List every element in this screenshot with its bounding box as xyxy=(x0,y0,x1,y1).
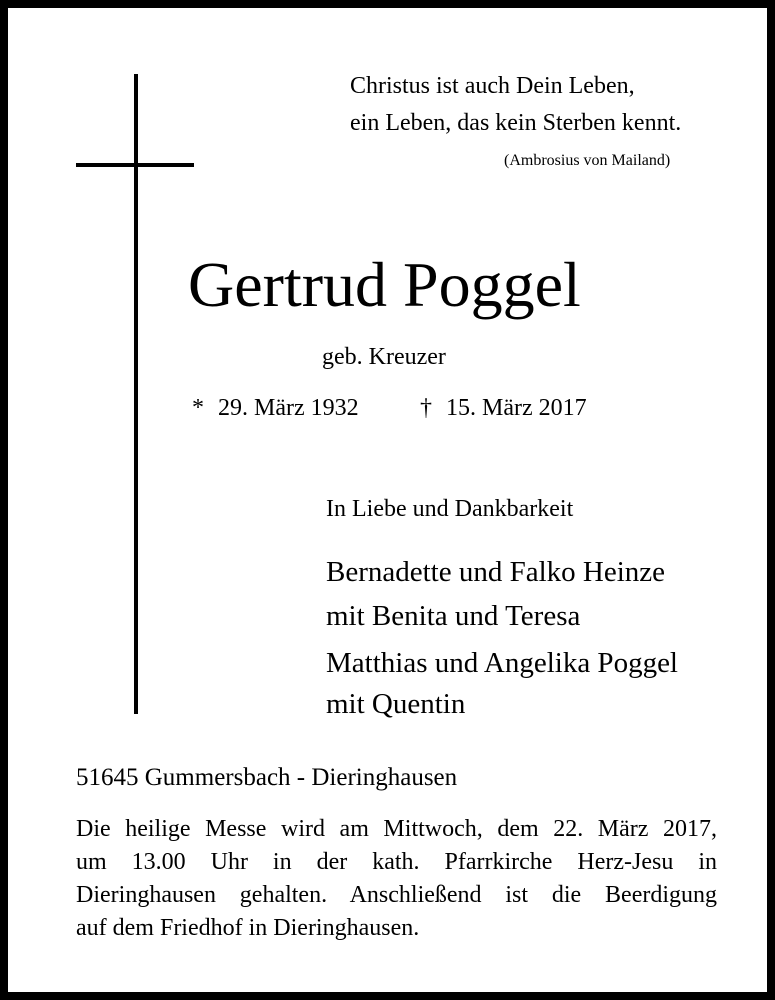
mourner-line: Matthias und Angelika Poggel xyxy=(326,647,678,679)
birth-date: 29. März 1932 xyxy=(218,395,359,421)
location: 51645 Gummersbach - Dieringhausen xyxy=(76,764,458,791)
notice-line: Die heilige Messe wird am Mittwoch, dem 22. März 2017, xyxy=(76,816,717,842)
mourner-line: mit Quentin xyxy=(326,688,466,720)
deceased-name: Gertrud Poggel xyxy=(188,249,581,320)
death-date-line xyxy=(420,393,587,423)
birth-symbol: * xyxy=(192,395,204,421)
cross-icon xyxy=(134,74,138,714)
notice-line: um 13.00 Uhr in der kath. Pfarrkirche Herz-Jesu in xyxy=(76,849,717,875)
notice-line: Dieringhausen gehalten. Anschließend ist die Beerdigung xyxy=(76,882,717,908)
service-notice xyxy=(76,813,717,945)
dedication: In Liebe und Dankbarkeit xyxy=(326,496,574,522)
mourner-line: Bernadette und Falko Heinze xyxy=(326,556,666,588)
quote-line: ein Leben, das kein Sterben kennt. xyxy=(350,110,682,136)
quote-source: (Ambrosius von Mailand) xyxy=(504,152,671,169)
mourner-line: mit Benita und Teresa xyxy=(326,600,581,632)
notice-line: auf dem Friedhof in Dieringhausen. xyxy=(76,915,420,941)
death-date: 15. März 2017 xyxy=(446,395,587,421)
death-symbol: † xyxy=(420,395,432,421)
cross-icon-crossbar xyxy=(76,163,194,167)
quote-line: Christus ist auch Dein Leben, xyxy=(350,73,635,99)
maiden-name: geb. Kreuzer xyxy=(322,344,446,370)
birth-date-line xyxy=(192,393,359,423)
